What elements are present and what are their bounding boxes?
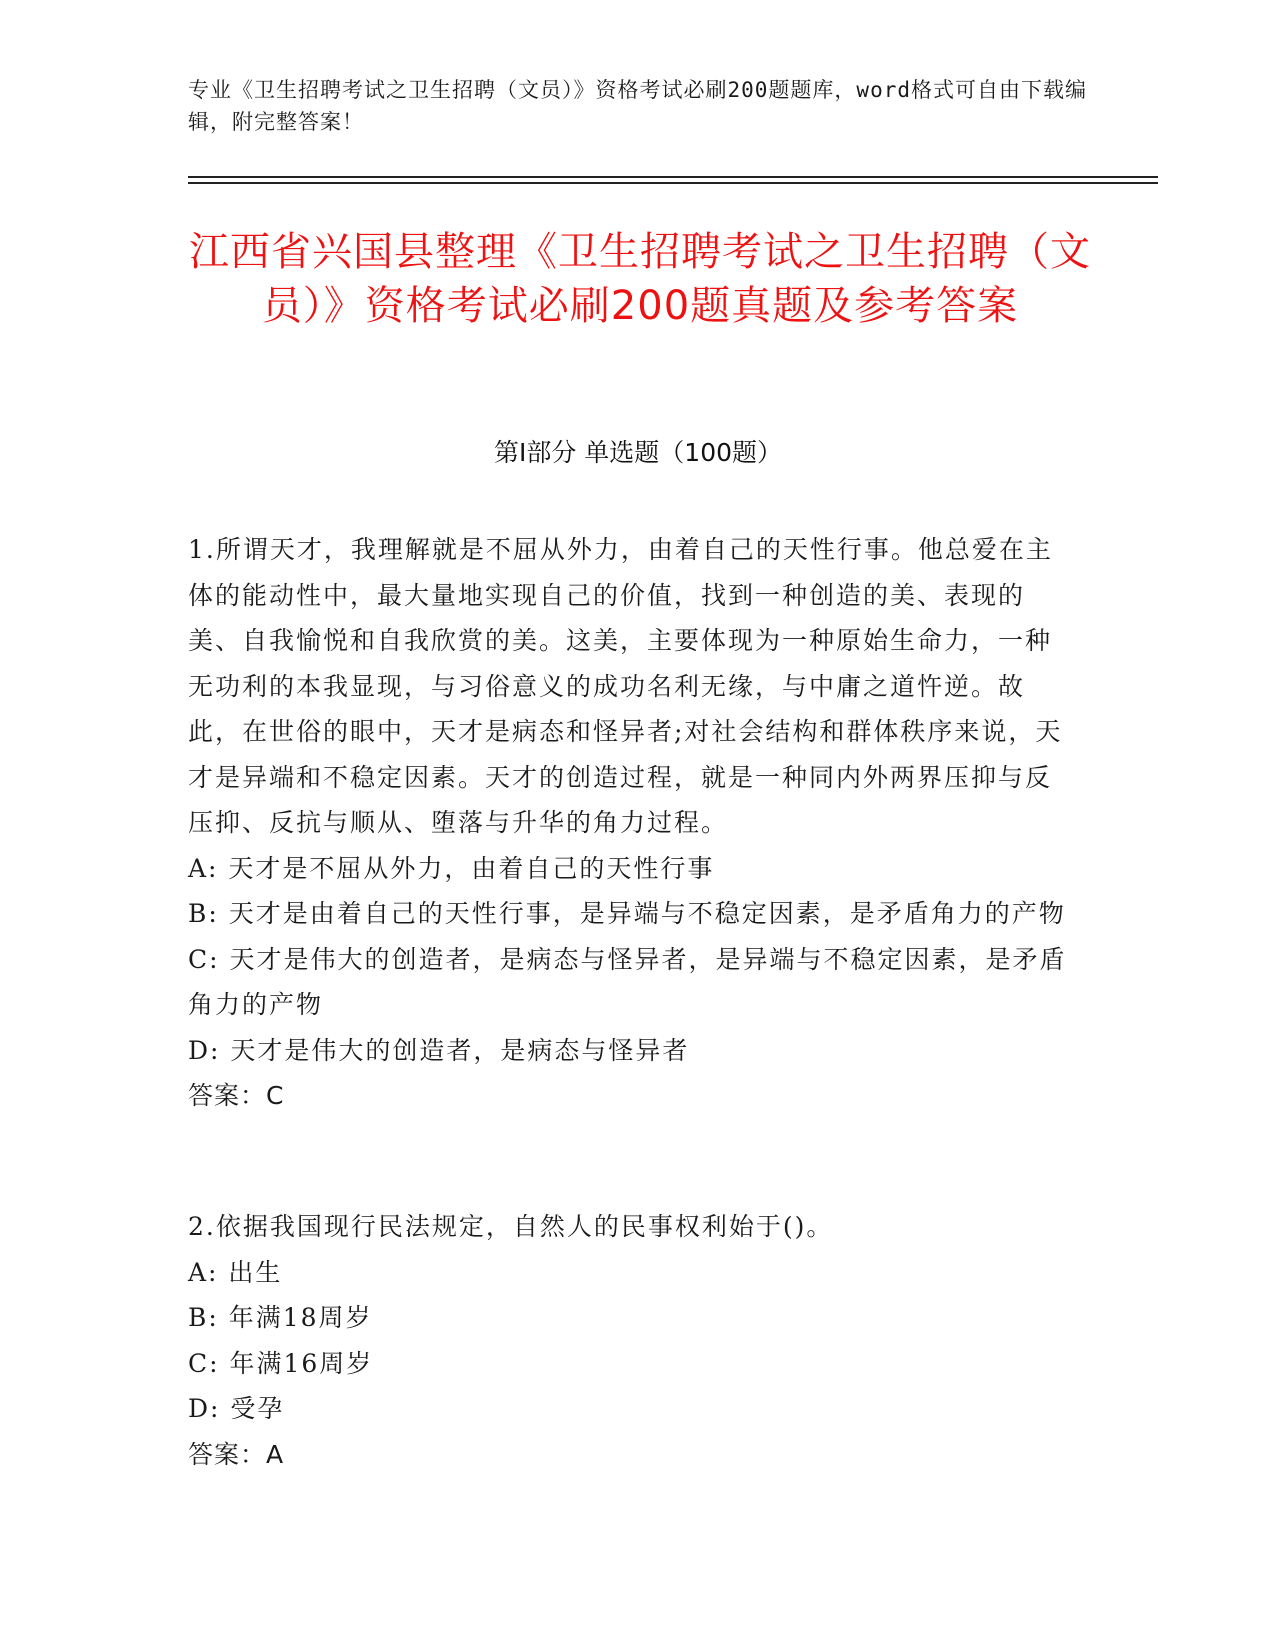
option-d: D: 天才是伟大的创造者，是病态与怪异者	[188, 1035, 690, 1065]
question-block-2	[188, 1204, 1078, 1477]
option-b: B: 天才是由着自己的天性行事，是异端与不稳定因素，是矛盾角力的产物	[188, 899, 1066, 928]
option-c: C: 天才是伟大的创造者，是病态与怪异者，是异端与不稳定因素，是矛盾角力的产物	[188, 944, 1067, 1019]
option-b: B: 年满18周岁	[188, 1303, 373, 1332]
option-a: A: 出生	[188, 1257, 283, 1287]
section-title: 第I部分 单选题（100题）	[493, 438, 783, 467]
document-title: 江西省兴国县整理《卫生招聘考试之卫生招聘（文员）》资格考试必刷200题真题及参考答案	[189, 229, 1091, 329]
header-divider-top	[188, 176, 1158, 178]
option-d: D: 受孕	[188, 1394, 285, 1423]
option-c: C: 年满16周岁	[188, 1348, 374, 1378]
question-block-1	[188, 527, 1078, 1119]
header-note: 专业《卫生招聘考试之卫生招聘（文员）》资格考试必刷200题题库，word格式可自由下载编辑，附完整答案！	[188, 78, 1087, 134]
answer-label: 答案：C	[188, 1081, 285, 1110]
question-stem: 1.所谓天才，我理解就是不屈从外力，由着自己的天性行事。他总爱在主体的能动性中，最大量地实现自己的价值，找到一种创造的美、表现的美、自我愉悦和自我欣赏的美。这美，主要体现为一种原始生命力，一种无功利的本我显现，与习俗意义的成功名利无缘，与中庸之道忤逆。故此，在世俗的眼中，天才是病态和怪异者;对社会结构和群体秩序来说，天才是异端和不稳定因素。天才的创造过程，就是一种同内外两界压抑与反压抑、反抗与顺从、堕落与升华的角力过程。	[188, 535, 1063, 837]
question-stem: 2.依据我国现行民法规定，自然人的民事权利始于()。	[188, 1212, 834, 1241]
header-divider-bottom	[188, 182, 1158, 184]
option-a: A: 天才是不屈从外力，由着自己的天性行事	[188, 853, 715, 883]
answer-label: 答案：A	[188, 1439, 285, 1469]
